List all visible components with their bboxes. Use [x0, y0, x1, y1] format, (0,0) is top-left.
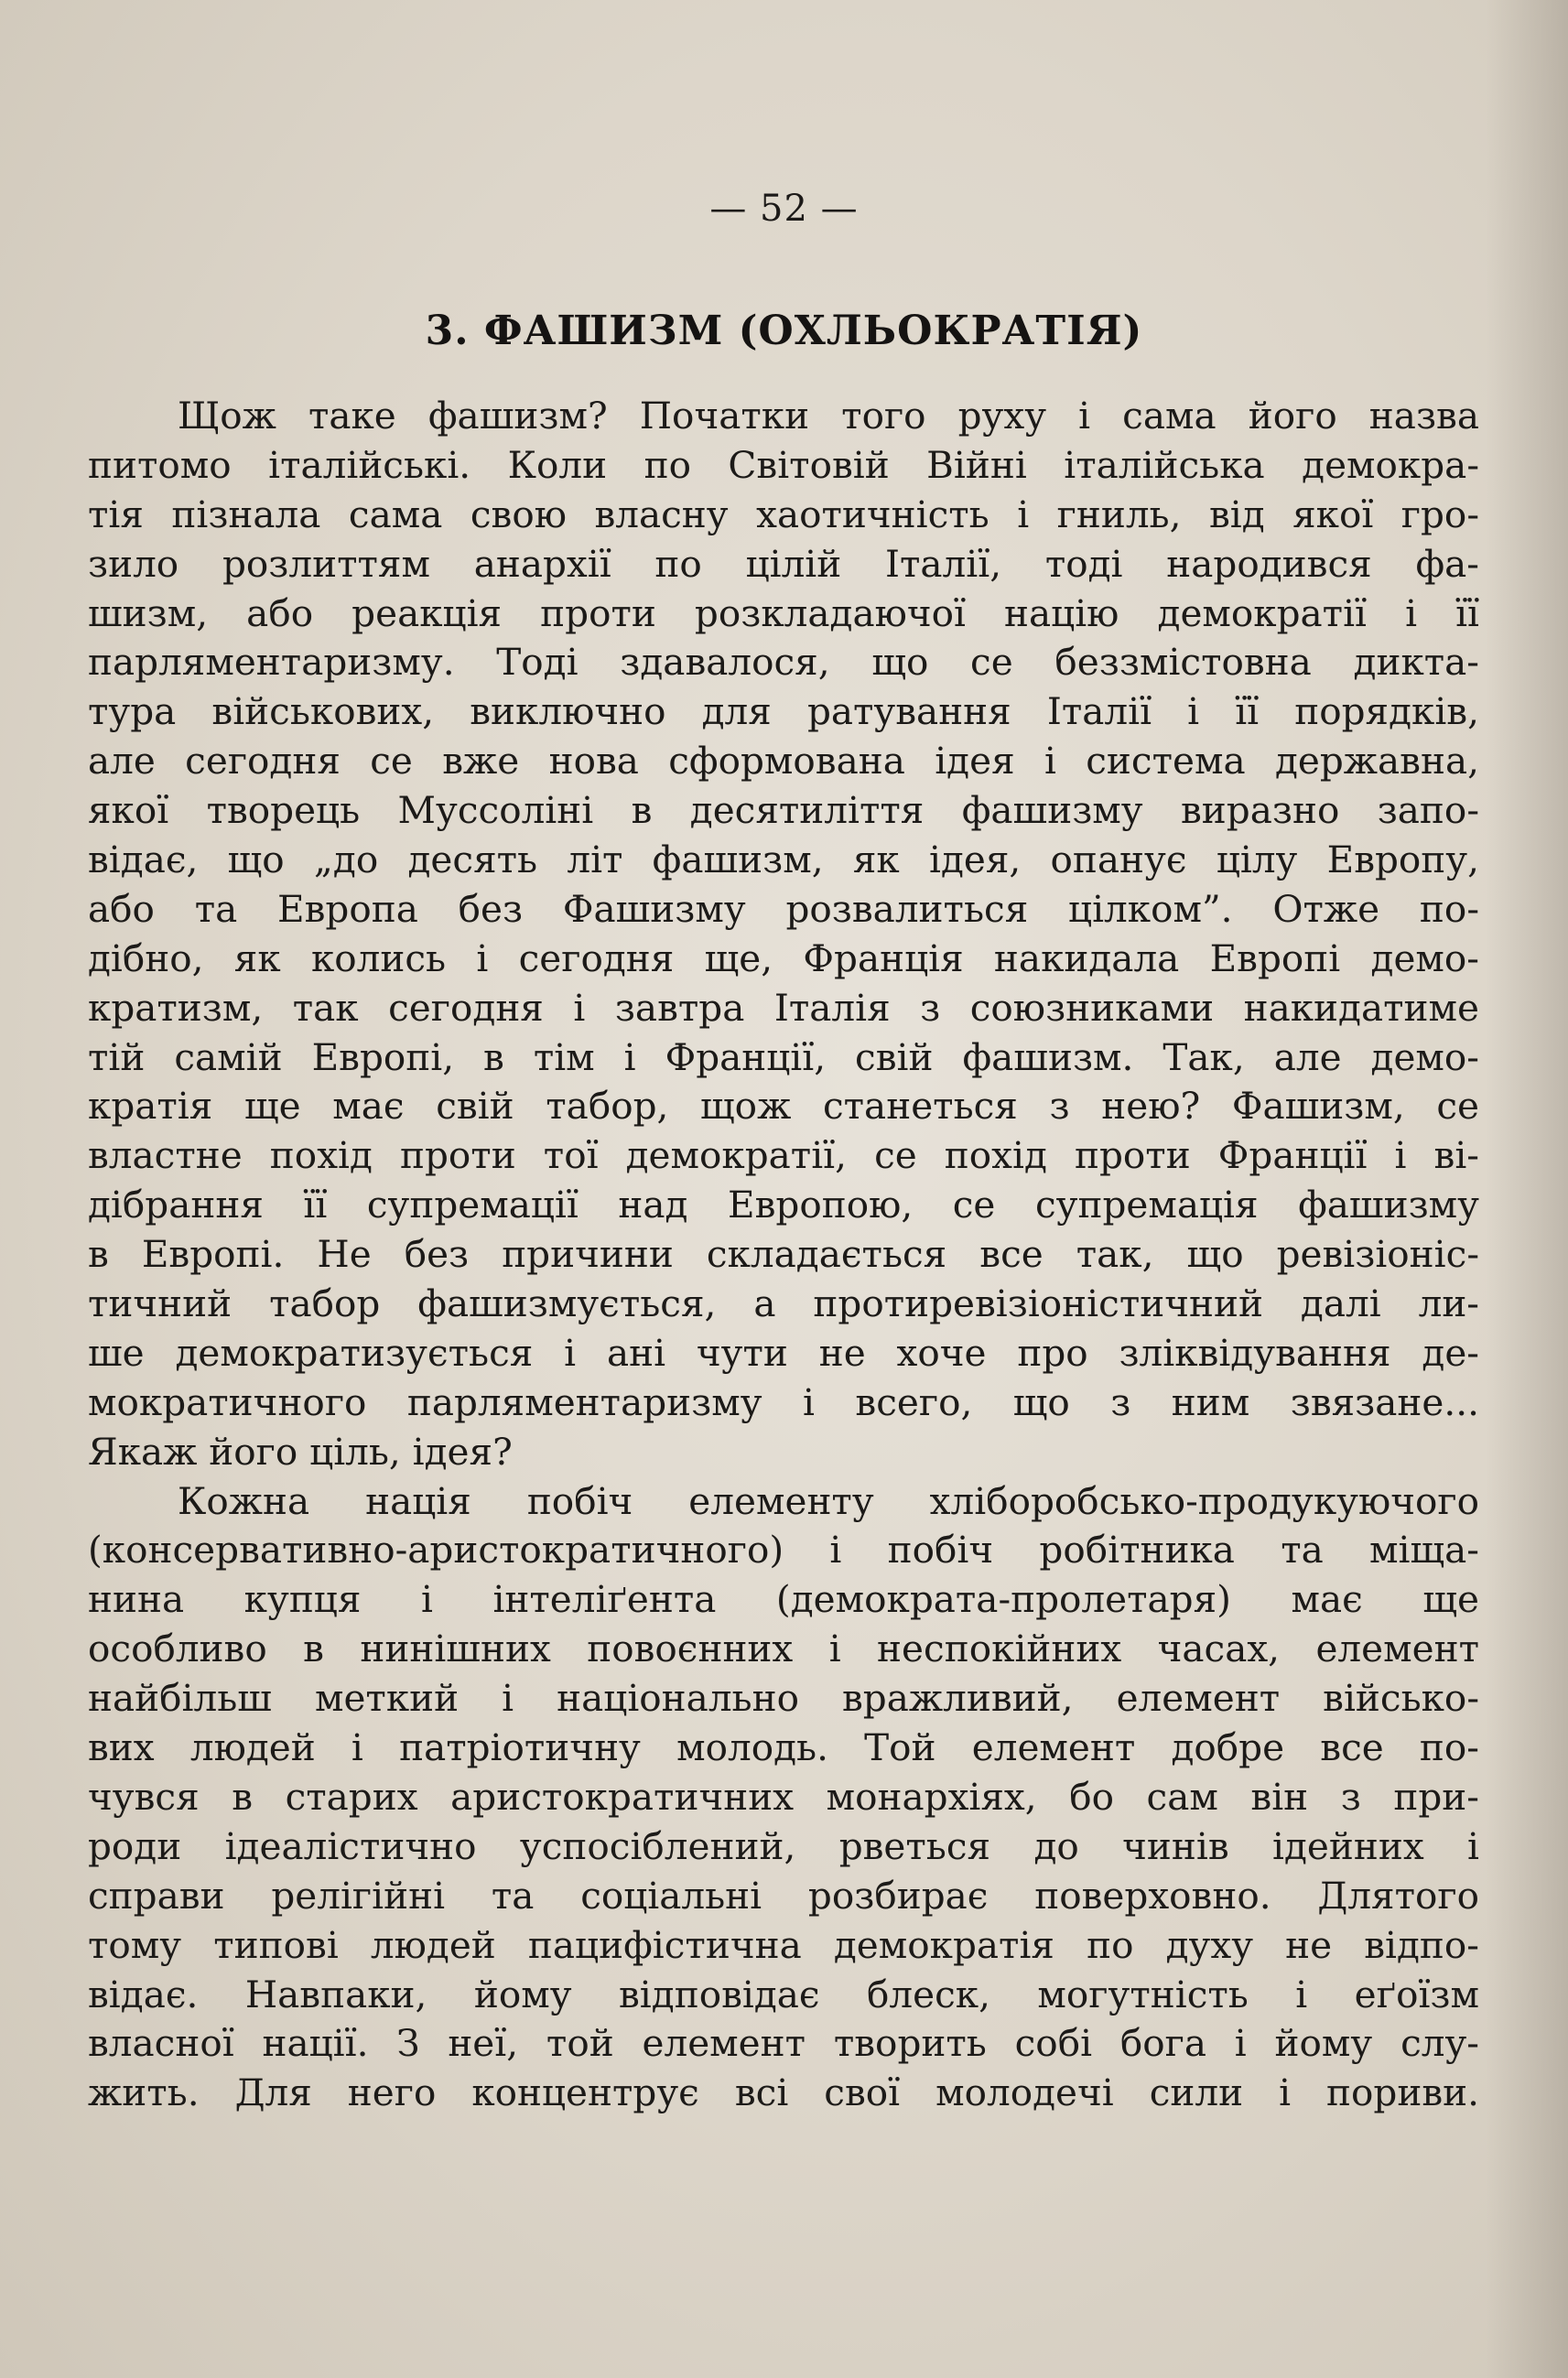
text-line: Щож таке фашизм? Початки того руху і сама його назва	[178, 394, 1479, 438]
text-line: властне похід проти тої демократії, се похід проти Франції і ві-	[88, 1133, 1479, 1178]
text-line: найбільш меткий і національно вражливий, елемент військо-	[88, 1676, 1479, 1721]
text-line: чувся в старих аристократичних монархіях, бо сам він з при-	[88, 1774, 1479, 1819]
text-line: дібрання її супремації над Европою, се супремація фашизму	[88, 1183, 1479, 1227]
text-line: Якаж його ціль, ідея?	[88, 1429, 513, 1474]
text-line: дібно, як колись і сегодня ще, Франція накидала Европі демо-	[88, 935, 1479, 980]
text-line: тій самій Европі, в тім і Франції, свій фашизм. Так, але демо-	[88, 1034, 1479, 1079]
section-title: 3. ФАШИЗМ (ОХЛЬОКРАТІЯ)	[425, 308, 1143, 354]
text-line: якої творець Муссоліні в десятиліття фашизму виразно запо-	[88, 788, 1479, 833]
paragraph	[88, 1477, 1479, 2119]
text-line: ше демократизується і ані чути не хоче про зліквідування де-	[88, 1330, 1479, 1375]
text-line: шизм, або реакція проти розкладаючої націю демократії і її	[88, 590, 1479, 635]
text-line: але сегодня се вже нова сформована ідея і система державна,	[88, 739, 1479, 784]
text-line: кратія ще має свій табор, щож станеться з нею? Фашизм, се	[88, 1084, 1479, 1129]
text-line: жить. Для него концентрує всі свої молодечі сили і пориви.	[88, 2070, 1479, 2115]
page-edge-shadow	[1486, 0, 1568, 2378]
text-line: особливо в нинішних повоєнних і неспокійних часах, елемент	[88, 1627, 1479, 1671]
text-line: власної нації. З неї, той елемент творить собі бога і йому слу-	[88, 2021, 1479, 2066]
text-line: кратизм, так сегодня і завтра Італія з союзниками накидатиме	[88, 985, 1479, 1030]
text-line: Кожна нація побіч елементу хліборобсько-продукуючого	[178, 1478, 1479, 1523]
text-line: тура військових, виключно для ратування Італії і її порядків,	[88, 689, 1479, 734]
page-number: — 52 —	[709, 188, 859, 230]
text-line: в Европі. Не без причини складається все так, що ревізіоніс-	[88, 1232, 1479, 1277]
text-line: відає, що „до десять літ фашизм, як ідея, опанує цілу Европу,	[88, 838, 1479, 882]
body-text	[88, 392, 1479, 2118]
text-line: вих людей і патріотичну молодь. Той елемент добре все по-	[88, 1725, 1479, 1770]
text-line: роди ідеалістично успосіблений, рветься до чинів ідейних і	[88, 1823, 1479, 1868]
text-line: парляментаризму. Тоді здавалося, що се беззмістовна дикта-	[88, 640, 1479, 685]
text-line: справи релігійні та соціальні розбирає поверховно. Длятого	[88, 1873, 1479, 1918]
text-line: відає. Навпаки, йому відповідає блеск, могутність і еґоїзм	[88, 1972, 1479, 2016]
text-line: тому типові людей пацифістична демократія по духу не відпо-	[88, 1922, 1479, 1967]
paragraph	[88, 392, 1479, 1477]
text-line: питомо італійські. Коли по Світовій Війні італійська демокра-	[88, 442, 1479, 487]
text-line: (консервативно-аристократичного) і побіч робітника та міща-	[88, 1528, 1479, 1573]
text-line: мократичного парляментаризму і всего, що з ним звязане...	[88, 1379, 1479, 1424]
text-line: або та Европа без Фашизму розвалиться цілком”. Отже по-	[88, 886, 1479, 931]
text-line: нина купця і інтеліґента (демократа-пролетаря) має ще	[88, 1577, 1479, 1622]
text-line: тія пізнала сама свою власну хаотичність і гниль, від якої гро-	[88, 492, 1479, 536]
text-line: зило розлиттям анархії по цілій Італії, тоді народився фа-	[88, 541, 1479, 586]
text-line: тичний табор фашизмується, а протиревізіоністичний далі ли-	[88, 1281, 1479, 1326]
